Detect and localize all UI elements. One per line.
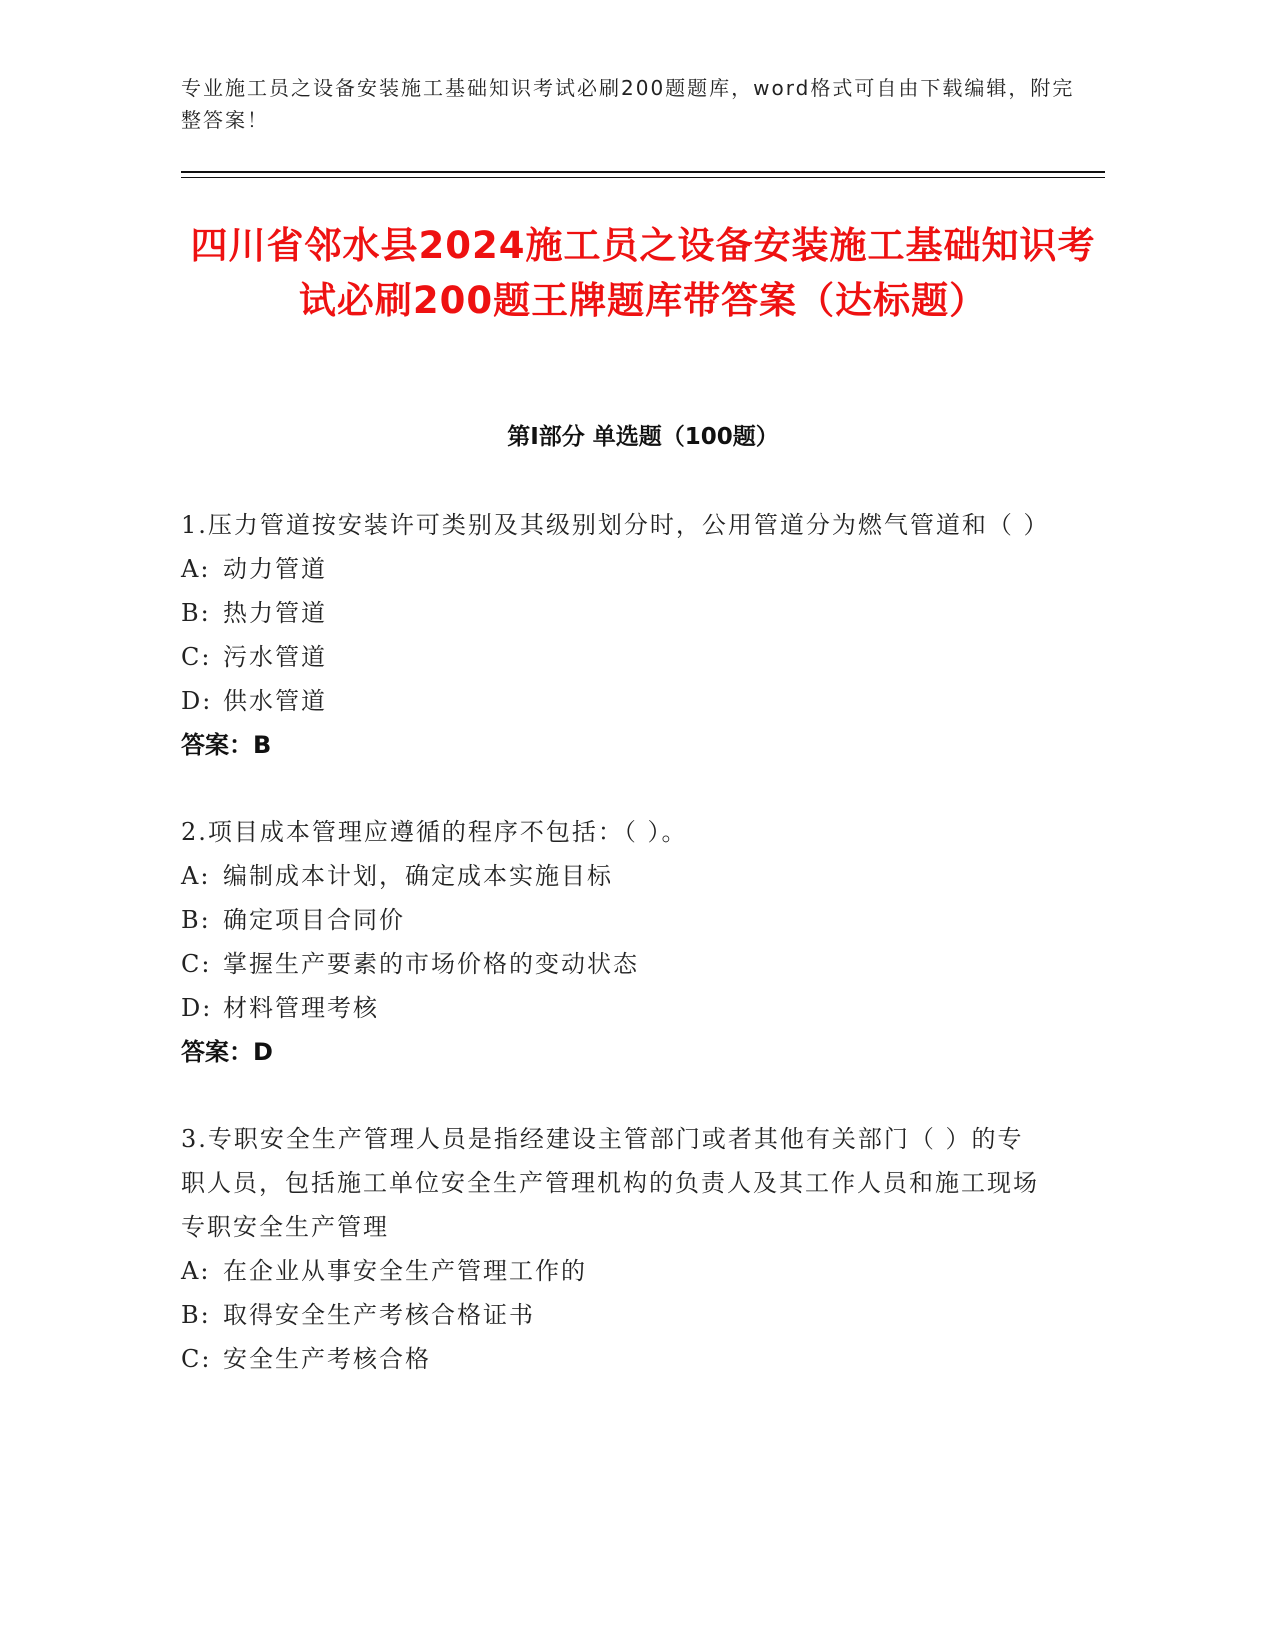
document-title: 四川省邻水县2024施工员之设备安装施工基础知识考试必刷200题王牌题库带答案（达标题）	[190, 224, 1096, 322]
option-letter: D:	[181, 994, 213, 1022]
option-b	[181, 1293, 1041, 1337]
option-letter: B:	[181, 599, 211, 627]
question-2	[181, 810, 1041, 1074]
option-text: 热力管道	[223, 599, 327, 627]
option-letter: A:	[181, 862, 211, 890]
section-title: 第I部分 单选题（100题）	[507, 424, 779, 450]
option-letter: A:	[181, 555, 211, 583]
option-letter: B:	[181, 1301, 211, 1329]
option-d	[181, 986, 1041, 1030]
option-b	[181, 591, 1041, 635]
option-c	[181, 942, 1041, 986]
option-letter: C:	[181, 950, 212, 978]
question-1	[181, 503, 1050, 767]
answer-value: D	[253, 1038, 273, 1066]
header-note: 专业施工员之设备安装施工基础知识考试必刷200题题库，word格式可自由下载编辑，附完整答案！	[181, 76, 1075, 132]
option-c	[181, 635, 1041, 679]
question-3	[181, 1117, 1041, 1381]
header-divider-thin	[181, 177, 1105, 178]
answer-prefix: 答案：	[181, 1038, 253, 1066]
answer-prefix: 答案：	[181, 731, 253, 759]
option-letter: C:	[181, 1345, 212, 1373]
option-a	[181, 854, 1041, 898]
question-text: 3.专职安全生产管理人员是指经建设主管部门或者其他有关部门（ ）的专职人员，包括施工单位安全生产管理机构的负责人及其工作人员和施工现场专职安全生产管理	[181, 1125, 1039, 1241]
option-text: 污水管道	[223, 643, 327, 671]
option-letter: A:	[181, 1257, 211, 1285]
answer-value: B	[253, 731, 272, 759]
option-d	[181, 679, 1041, 723]
option-a	[181, 1249, 1041, 1293]
option-text: 确定项目合同价	[223, 906, 405, 934]
option-letter: D:	[181, 687, 213, 715]
option-text: 在企业从事安全生产管理工作的	[223, 1257, 587, 1285]
option-letter: C:	[181, 643, 212, 671]
option-text: 动力管道	[223, 555, 327, 583]
option-text: 供水管道	[223, 687, 327, 715]
option-a	[181, 547, 1041, 591]
header-divider-thick	[181, 171, 1105, 173]
question-list	[181, 503, 1050, 1424]
option-b	[181, 898, 1041, 942]
option-text: 安全生产考核合格	[223, 1345, 431, 1373]
answer-line	[181, 1030, 1041, 1074]
option-text: 掌握生产要素的市场价格的变动状态	[223, 950, 639, 978]
option-letter: B:	[181, 906, 211, 934]
answer-line	[181, 723, 1041, 767]
option-c	[181, 1337, 1041, 1381]
question-text: 2.项目成本管理应遵循的程序不包括：（ ）。	[181, 818, 688, 846]
option-text: 编制成本计划，确定成本实施目标	[223, 862, 613, 890]
option-text: 材料管理考核	[223, 994, 379, 1022]
option-text: 取得安全生产考核合格证书	[223, 1301, 535, 1329]
question-text: 1.压力管道按安装许可类别及其级别划分时，公用管道分为燃气管道和（ ）	[181, 511, 1050, 539]
